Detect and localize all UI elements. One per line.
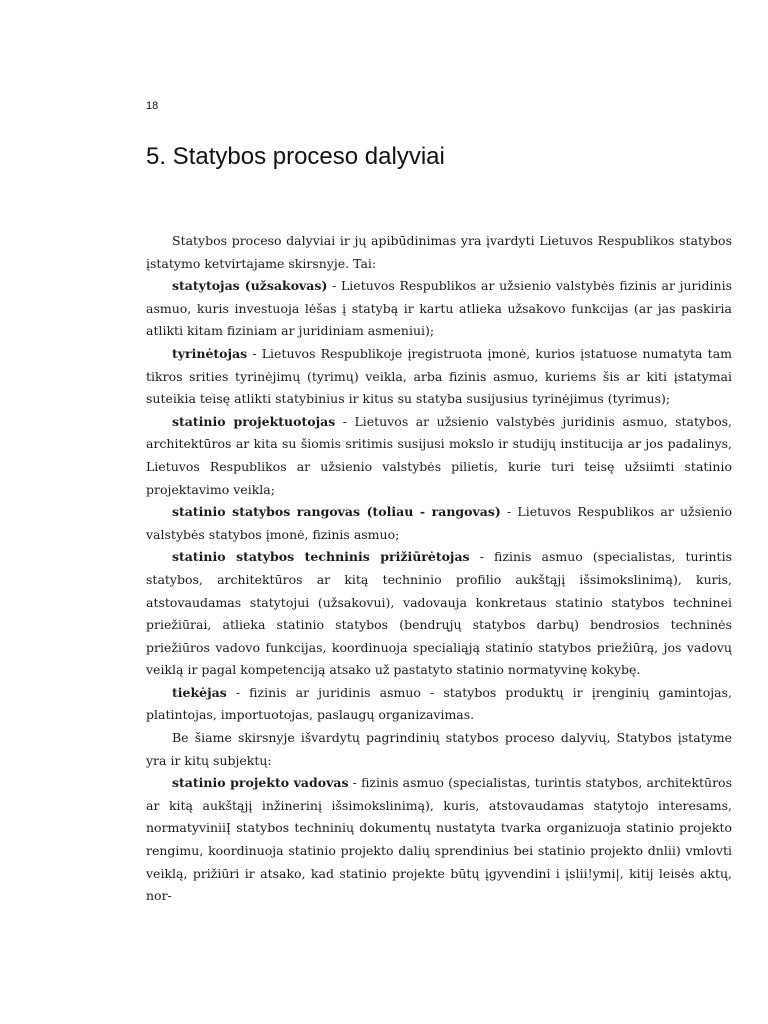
term: statytojas (užsakovas)	[172, 278, 328, 294]
paragraph	[146, 343, 732, 411]
term: tiekėjas	[172, 684, 227, 700]
paragraph-text: - fizinis asmuo (specialistas, turintis statybos, architektūros ar kitą techninio profilio aukštąjį išsimokslinimą), kuris, atstovaudamas statytojui (užsakovui), vadovauja konkretaus statinio statybos techninei priežiūrai, atlieka statinio statybos (bendrųjų statybos darbų) bendrosios techninės priežiūros vadovo funkcijas, koordinuoja specialiąją statinio statybos priežiūrą, jos vadovų veiklą ir pagal kompetenciją atsako už pastatyto statinio normatyvinę kokybę.	[146, 549, 732, 678]
paragraph	[146, 411, 732, 501]
paragraph	[146, 546, 732, 682]
term: statinio statybos rangovas (toliau - rangovas)	[172, 504, 501, 520]
body-text	[146, 230, 732, 908]
paragraph	[146, 275, 732, 343]
paragraph-text: Be šiame skirsnyje išvardytų pagrindinių statybos proceso dalyvių, Statybos įstatyme yra ir kitų subjektų:	[146, 730, 732, 768]
paragraph	[146, 727, 732, 772]
paragraph	[146, 772, 732, 908]
section-title: 5. Statybos proceso dalyviai	[146, 143, 445, 170]
paragraph-text: - fizinis ar juridinis asmuo - statybos produktų ir įrenginių gamintojas, platintojas, importuotojas, paslaugų organizavimas.	[146, 684, 732, 723]
paragraph	[146, 682, 732, 727]
term: statinio statybos techninis prižiūrėtojas	[172, 549, 470, 565]
page-number: 18	[146, 100, 159, 112]
paragraph-text: Statybos proceso dalyviai ir jų apibūdinimas yra įvardyti Lietuvos Respublikos statybos įstatymo ketvirtajame skirsnyje. Tai:	[146, 233, 732, 271]
paragraph-text: - Lietuvos ar užsienio valstybės juridinis asmuo, statybos, architektūros ar kita su šiomis sritimis susijusi mokslo ir studijų institucija ar jos padalinys, Lietuvos Respublikos ar užsienio valstybės pilietis, kurie turi teisę užsiimti statinio projektavimo veikla;	[146, 413, 732, 497]
paragraph-text: - Lietuvos Respublikos ar užsienio valstybės fizinis ar juridinis asmuo, kuris investuoja lėšas į statybą ir kartu atlieka užsakovo funkcijas (ar jas paskiria atlikti kitam fiziniam ar juridiniam asmeniui);	[146, 278, 732, 339]
term: statinio projekto vadovas	[172, 775, 349, 791]
paragraph-text: - fizinis asmuo (specialistas, turintis statybos, architektūros ar kitą aukštąjį inžinerinį išsimokslinimą), kuris, atstovaudamas statytojo interesams, normatyviniiĮ statybos techninių dokumentų nustatyta tvarka organizuoja statinio projekto rengimu, koordinuoja statinio projekto dalių sprendinius bei statinio projekto dnlii) vmlovti veiklą, prižiūri ir atsako, kad statinio projekte būtų įgyvendini i įslii!ymi|, kitij leisės aktų, nor-	[146, 775, 733, 904]
paragraph	[146, 230, 732, 275]
paragraph-text: - Lietuvos Respublikoje įregistruota įmonė, kurios įstatuose numatyta tam tikros srities tyrinėjimų (tyrimų) veikla, arba fizinis asmuo, kuriems šis ar kiti įstatymai suteikia teisę atlikti statybinius ir kitus su statyba susijusius tyrinėjimus (tyrimus);	[146, 345, 732, 407]
term: tyrinėtojas	[172, 345, 248, 361]
term: statinio projektuotojas	[172, 413, 336, 429]
paragraph	[146, 501, 732, 546]
paragraph-text: - Lietuvos Respublikos ar užsienio valstybės statybos įmonė, fizinis asmuo;	[146, 504, 732, 542]
